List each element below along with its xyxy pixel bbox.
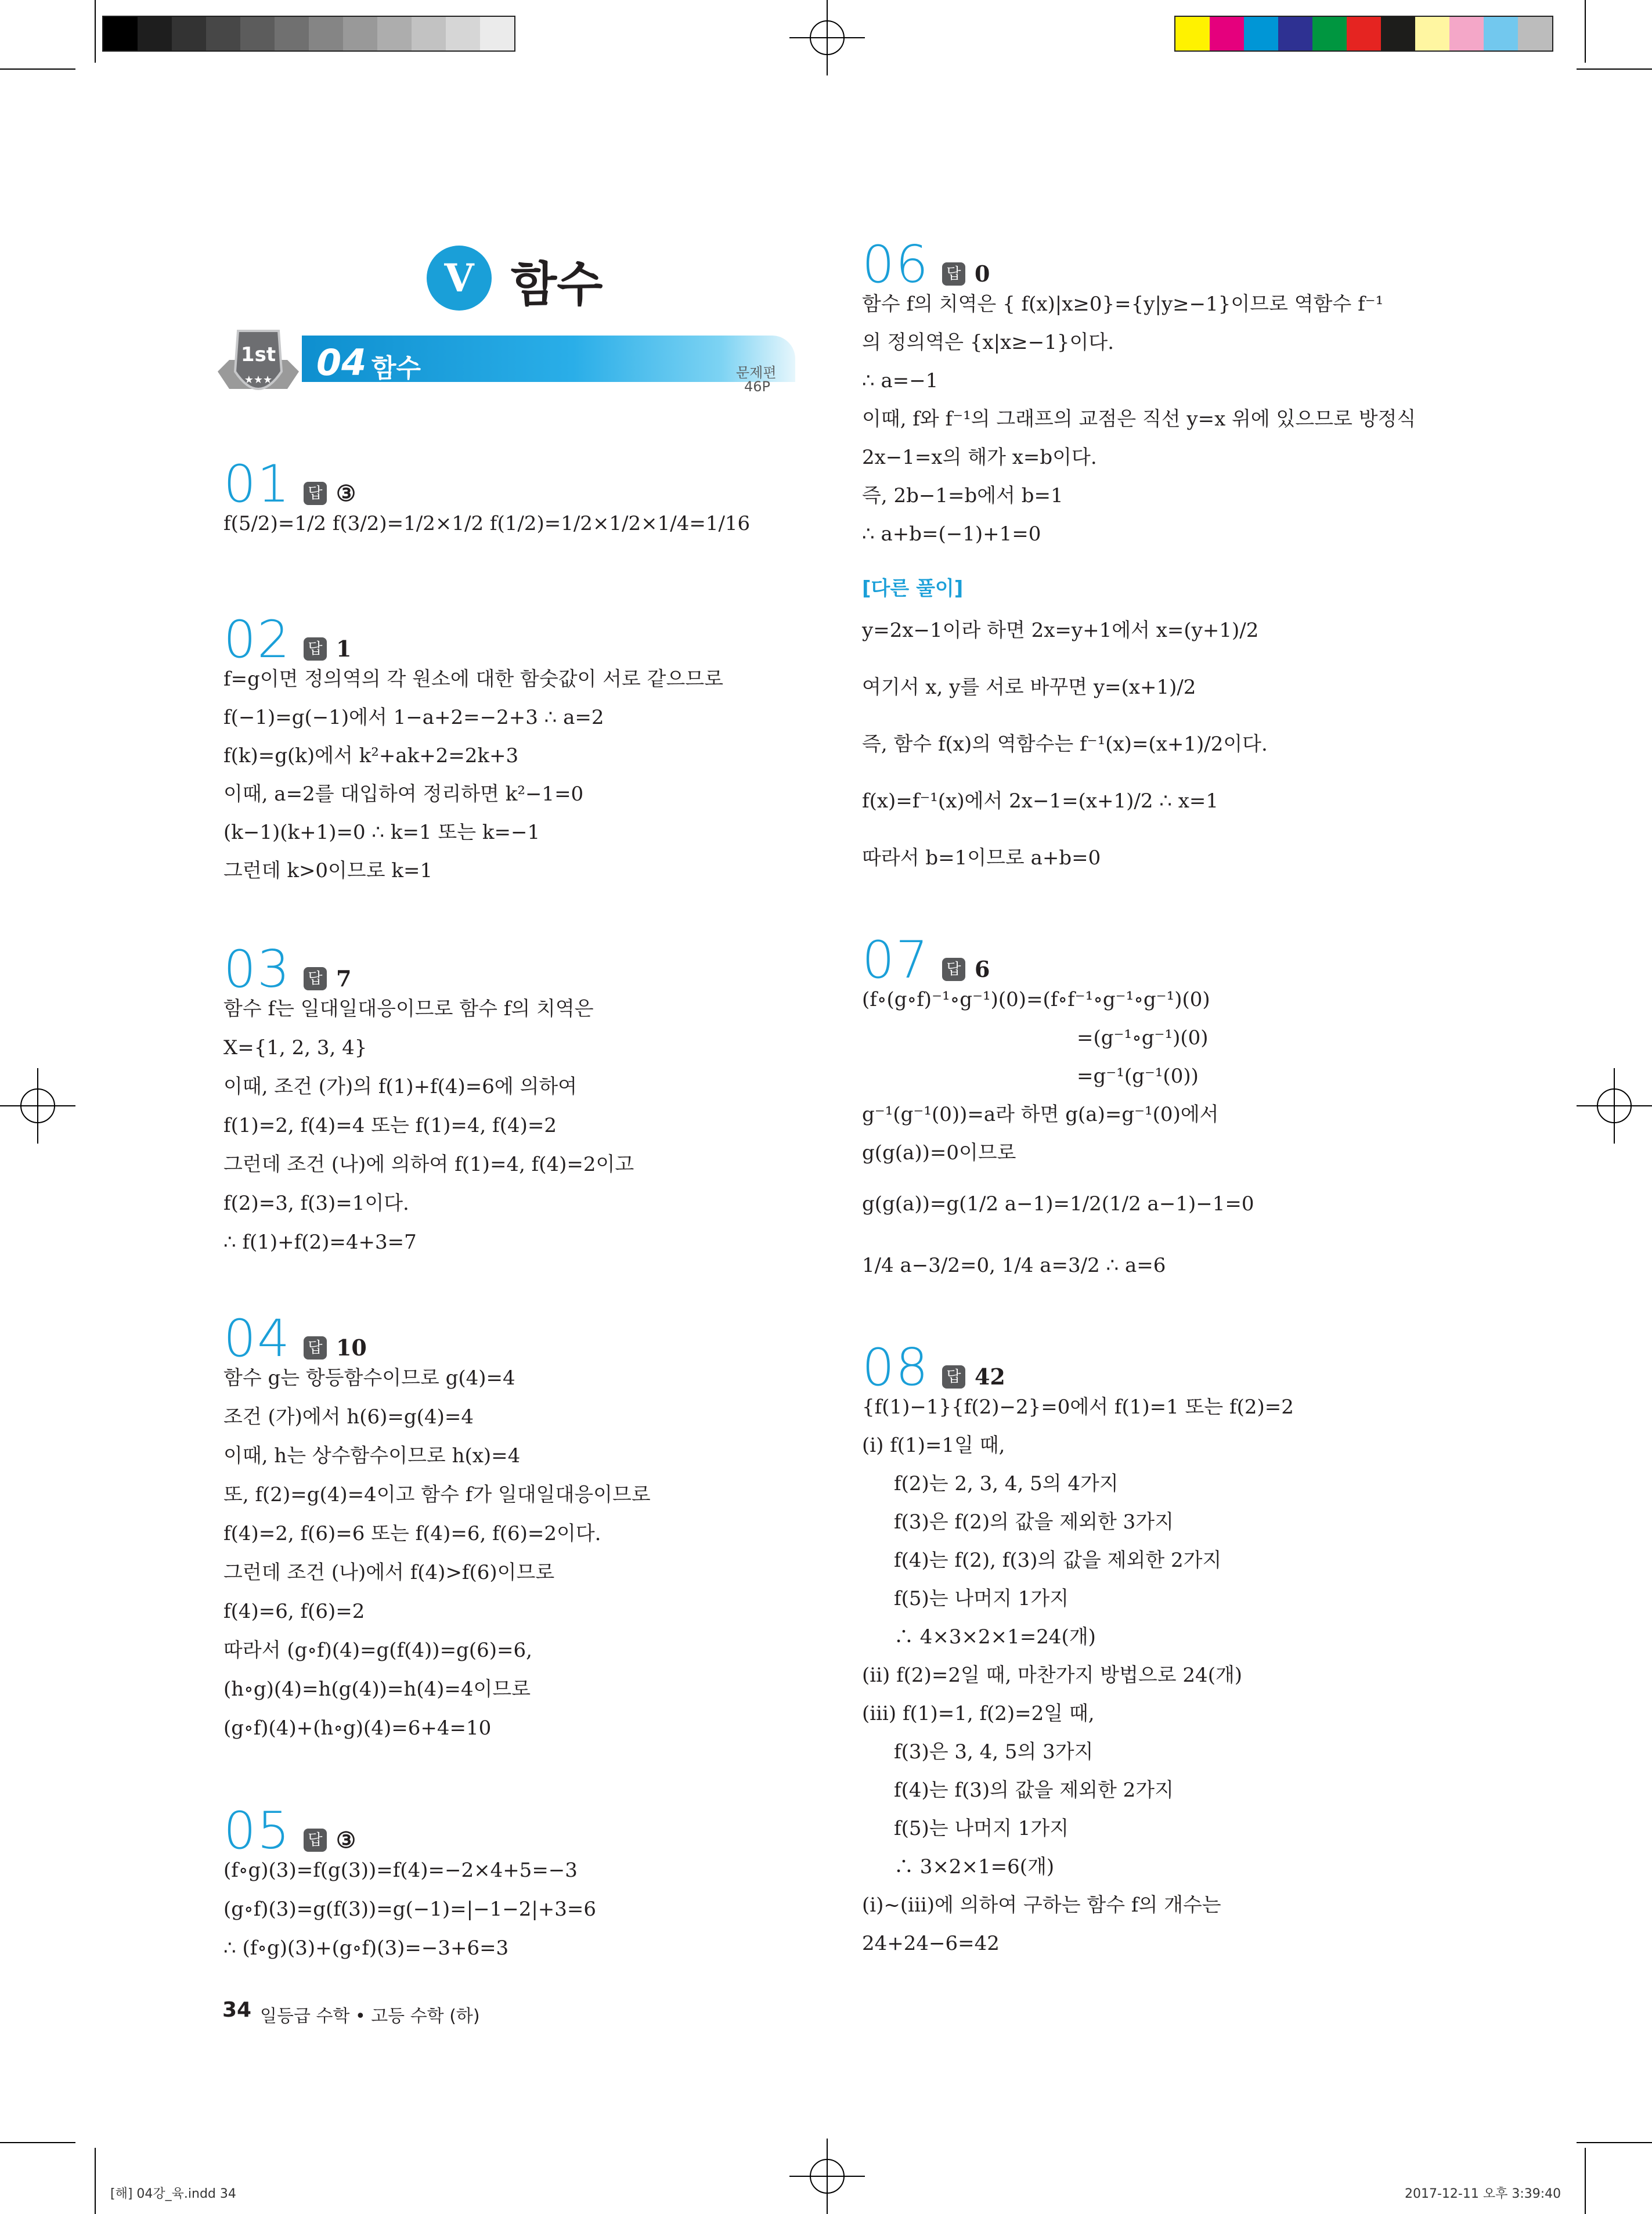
solution-line: f(4)는 f(2), f(3)의 값을 제외한 2가지 (894, 1549, 1222, 1572)
crop-mark (1585, 2148, 1586, 2214)
solution-line: f(3)은 3, 4, 5의 3가지 (894, 1740, 1094, 1764)
color-swatch (275, 17, 309, 51)
solution-line: f(5)는 나머지 1가지 (894, 1587, 1069, 1610)
solution-line: 그런데 조건 (나)에서 f(4)>f(6)이므로 (223, 1561, 555, 1584)
reference-label: 문제편 (736, 365, 777, 381)
solution-line: (k−1)(k+1)=0 ∴ k=1 또는 k=−1 (223, 821, 540, 844)
answer-value: 7 (336, 965, 352, 991)
problem-header (862, 235, 990, 294)
color-swatch (1381, 17, 1415, 51)
footer-title: 일등급 수학 • 고등 수학 (하) (260, 2006, 480, 2027)
solution-line: 따라서 (g∘f)(4)=g(f(4))=g(6)=6, (223, 1639, 532, 1662)
color-swatch (1347, 17, 1381, 51)
solution-line: f(5/2)=1/2 f(3/2)=1/2×1/2 f(1/2)=1/2×1/2×1/4=1/16 (223, 512, 751, 535)
problem-header (862, 930, 990, 990)
solution-line: (ⅰ) f(1)=1일 때, (862, 1434, 1005, 1457)
color-swatch (1210, 17, 1244, 51)
chapter-badge: V (427, 246, 492, 311)
alt-solution-title: [다른 풀이] (862, 577, 964, 600)
registration-mark-top (789, 0, 865, 75)
problem-number: 04 (223, 1308, 291, 1368)
problem-number: 02 (223, 610, 291, 669)
process-color-bar (1174, 16, 1553, 52)
reference-page: 46P (744, 378, 771, 395)
problem-number: 08 (862, 1337, 929, 1397)
solution-line: 이때, a=2를 대입하여 정리하면 k²−1=0 (223, 783, 584, 806)
problem-header (223, 454, 356, 514)
answer-value: 42 (974, 1364, 1005, 1390)
solution-line: 함수 f는 일대일대응이므로 함수 f의 치역은 (223, 997, 594, 1021)
solution-line: f(5)는 나머지 1가지 (894, 1817, 1069, 1840)
solution-line: ∴ (f∘g)(3)+(g∘f)(3)=−3+6=3 (223, 1937, 509, 1960)
alt-solution-line: 즉, 함수 f(x)의 역함수는 f⁻¹(x)=(x+1)/2이다. (862, 733, 1268, 756)
solution-line: {f(1)−1}{f(2)−2}=0에서 f(1)=1 또는 f(2)=2 (862, 1396, 1294, 1419)
solution-line: 24+24−6=42 (862, 1932, 1000, 1955)
answer-badge: 답 (942, 958, 965, 981)
crop-mark (0, 68, 75, 70)
grayscale-bar (102, 16, 515, 52)
color-swatch (240, 17, 275, 51)
color-swatch (1312, 17, 1347, 51)
solution-line: f(4)=2, f(6)=6 또는 f(4)=6, f(6)=2이다. (223, 1522, 601, 1545)
crop-mark (1585, 0, 1586, 63)
color-swatch (480, 17, 514, 51)
solution-line: (g∘f)(3)=g(f(3))=g(−1)=|−1−2|+3=6 (223, 1898, 597, 1921)
crop-mark (1577, 68, 1652, 70)
slug-right: 2017-12-11 오후 3:39:40 (1405, 2187, 1561, 2201)
color-swatch (103, 17, 138, 51)
section-title: 함수 (371, 354, 421, 383)
solution-line: f(k)=g(k)에서 k²+ak+2=2k+3 (223, 744, 519, 767)
solution-line: 또, f(2)=g(4)=4이고 함수 f가 일대일대응이므로 (223, 1483, 651, 1506)
page-number: 34 (222, 1998, 252, 2022)
answer-value: 1 (336, 636, 352, 662)
color-swatch (1484, 17, 1518, 51)
crop-mark (95, 2148, 96, 2214)
problem-number: 03 (223, 939, 291, 999)
solution-line: 함수 g는 항등함수이므로 g(4)=4 (223, 1366, 515, 1390)
solution-line: f(4)=6, f(6)=2 (223, 1600, 365, 1623)
solution-line: ∴ f(1)+f(2)=4+3=7 (223, 1231, 417, 1254)
solution-line: 그런데 조건 (나)에 의하여 f(1)=4, f(4)=2이고 (223, 1153, 634, 1176)
problem-number: 06 (862, 235, 929, 294)
problem-header (223, 610, 352, 669)
registration-mark-left (0, 1068, 75, 1144)
solution-line: (g∘f)(4)+(h∘g)(4)=6+4=10 (223, 1717, 492, 1740)
alt-solution-line: 여기서 x, y를 서로 바꾸면 y=(x+1)/2 (862, 676, 1196, 699)
solution-line: ∴ a=−1 (862, 369, 939, 392)
svg-text:★★★: ★★★ (244, 374, 273, 386)
registration-mark-right (1577, 1068, 1652, 1144)
color-swatch (1244, 17, 1278, 51)
answer-badge: 답 (304, 967, 327, 990)
solution-line: X={1, 2, 3, 4} (223, 1036, 367, 1059)
crop-mark (0, 2142, 75, 2143)
answer-badge: 답 (304, 637, 327, 661)
solution-line: 1/4 a−3/2=0, 1/4 a=3/2 ∴ a=6 (862, 1254, 1166, 1277)
chapter-title: 함수 (511, 257, 603, 312)
color-swatch (1518, 17, 1552, 51)
solution-line: (ⅰ)~(ⅲ)에 의하여 구하는 함수 f의 개수는 (862, 1894, 1221, 1917)
solution-line: 조건 (가)에서 h(6)=g(4)=4 (223, 1405, 474, 1429)
alt-solution-line: f(x)=f⁻¹(x)에서 2x−1=(x+1)/2 ∴ x=1 (862, 789, 1219, 813)
solution-line: 이때, h는 상수함수이므로 h(x)=4 (223, 1444, 521, 1467)
solution-line: (ⅲ) f(1)=1, f(2)=2일 때, (862, 1702, 1095, 1725)
solution-line: 함수 f의 치역은 { f(x)|x≥0}={y|y≥−1}이므로 역함수 f⁻¹ (862, 293, 1384, 316)
answer-value: 6 (974, 956, 990, 982)
answer-value: 0 (974, 261, 990, 287)
crop-mark (95, 0, 96, 63)
problem-header (223, 1801, 356, 1860)
color-swatch (343, 17, 377, 51)
solution-line: 의 정의역은 {x|x≥−1}이다. (862, 331, 1114, 354)
alt-solution-line: y=2x−1이라 하면 2x=y+1에서 x=(y+1)/2 (862, 619, 1259, 642)
solution-line: (ⅱ) f(2)=2일 때, 마찬가지 방법으로 24(개) (862, 1664, 1243, 1687)
shield-emblem-icon (212, 325, 305, 412)
solution-line: 그런데 k>0이므로 k=1 (223, 859, 433, 882)
solution-line: (h∘g)(4)=h(g(4))=h(4)=4이므로 (223, 1678, 531, 1701)
solution-line: 즉, 2b−1=b에서 b=1 (862, 484, 1063, 507)
color-swatch (412, 17, 446, 51)
problem-number: 05 (223, 1801, 291, 1860)
solution-line: =(g⁻¹∘g⁻¹)(0) (1077, 1026, 1209, 1050)
solution-line: (f∘g)(3)=f(g(3))=f(4)=−2×4+5=−3 (223, 1859, 578, 1882)
answer-badge: 답 (304, 1829, 327, 1852)
color-swatch (446, 17, 480, 51)
solution-line: f(3)은 f(2)의 값을 제외한 3가지 (894, 1510, 1174, 1534)
alt-solution-line: 따라서 b=1이므로 a+b=0 (862, 846, 1101, 870)
problem-number: 01 (223, 454, 291, 514)
solution-line: ∴ a+b=(−1)+1=0 (862, 522, 1041, 546)
solution-line: 2x−1=x의 해가 x=b이다. (862, 446, 1097, 469)
solution-line: 이때, 조건 (가)의 f(1)+f(4)=6에 의하여 (223, 1075, 578, 1098)
problem-number: 07 (862, 930, 929, 990)
solution-line: =g⁻¹(g⁻¹(0)) (1077, 1065, 1199, 1088)
solution-line: f(2)=3, f(3)=1이다. (223, 1192, 409, 1215)
solution-line: ∴ 4×3×2×1=24(개) (894, 1625, 1096, 1649)
color-swatch (309, 17, 343, 51)
answer-value: ③ (336, 1827, 356, 1853)
answer-value: ③ (336, 480, 356, 506)
slug-left: [해] 04강_육.indd 34 (110, 2187, 236, 2201)
color-swatch (1278, 17, 1312, 51)
answer-badge: 답 (304, 482, 327, 505)
answer-value: 10 (336, 1335, 367, 1361)
solution-line: f(1)=2, f(4)=4 또는 f(1)=4, f(4)=2 (223, 1114, 557, 1137)
section-badge-num: 1st (240, 343, 276, 366)
solution-line: f(−1)=g(−1)에서 1−a+2=−2+3 ∴ a=2 (223, 706, 604, 729)
crop-mark (1577, 2142, 1652, 2143)
color-swatch (1175, 17, 1210, 51)
color-swatch (172, 17, 206, 51)
registration-mark-bottom (789, 2139, 865, 2214)
solution-line: g⁻¹(g⁻¹(0))=a라 하면 g(a)=g⁻¹(0)에서 (862, 1103, 1219, 1126)
solution-line: ∴ 3×2×1=6(개) (894, 1855, 1055, 1878)
solution-line: f(4)는 f(3)의 값을 제외한 2가지 (894, 1779, 1174, 1802)
problem-header (862, 1337, 1005, 1397)
color-swatch (138, 17, 172, 51)
answer-badge: 답 (942, 1365, 965, 1389)
solution-line: (f∘(g∘f)⁻¹∘g⁻¹)(0)=(f∘f⁻¹∘g⁻¹∘g⁻¹)(0) (862, 988, 1210, 1011)
solution-line: 이때, f와 f⁻¹의 그래프의 교점은 직선 y=x 위에 있으므로 방정식 (862, 408, 1416, 431)
problem-header (223, 1308, 367, 1368)
solution-line: g(g(a))=0이므로 (862, 1141, 1016, 1164)
color-swatch (1449, 17, 1484, 51)
solution-line: f(2)는 2, 3, 4, 5의 4가지 (894, 1472, 1119, 1495)
answer-badge: 답 (942, 262, 965, 286)
solution-line: g(g(a))=g(1/2 a−1)=1/2(1/2 a−1)−1=0 (862, 1192, 1254, 1216)
problem-header (223, 939, 352, 999)
solution-line: f=g이면 정의역의 각 원소에 대한 함숫값이 서로 같으므로 (223, 668, 724, 691)
answer-badge: 답 (304, 1336, 327, 1360)
color-swatch (206, 17, 240, 51)
color-swatch (1415, 17, 1449, 51)
color-swatch (377, 17, 412, 51)
section-number: 04 (316, 341, 367, 384)
